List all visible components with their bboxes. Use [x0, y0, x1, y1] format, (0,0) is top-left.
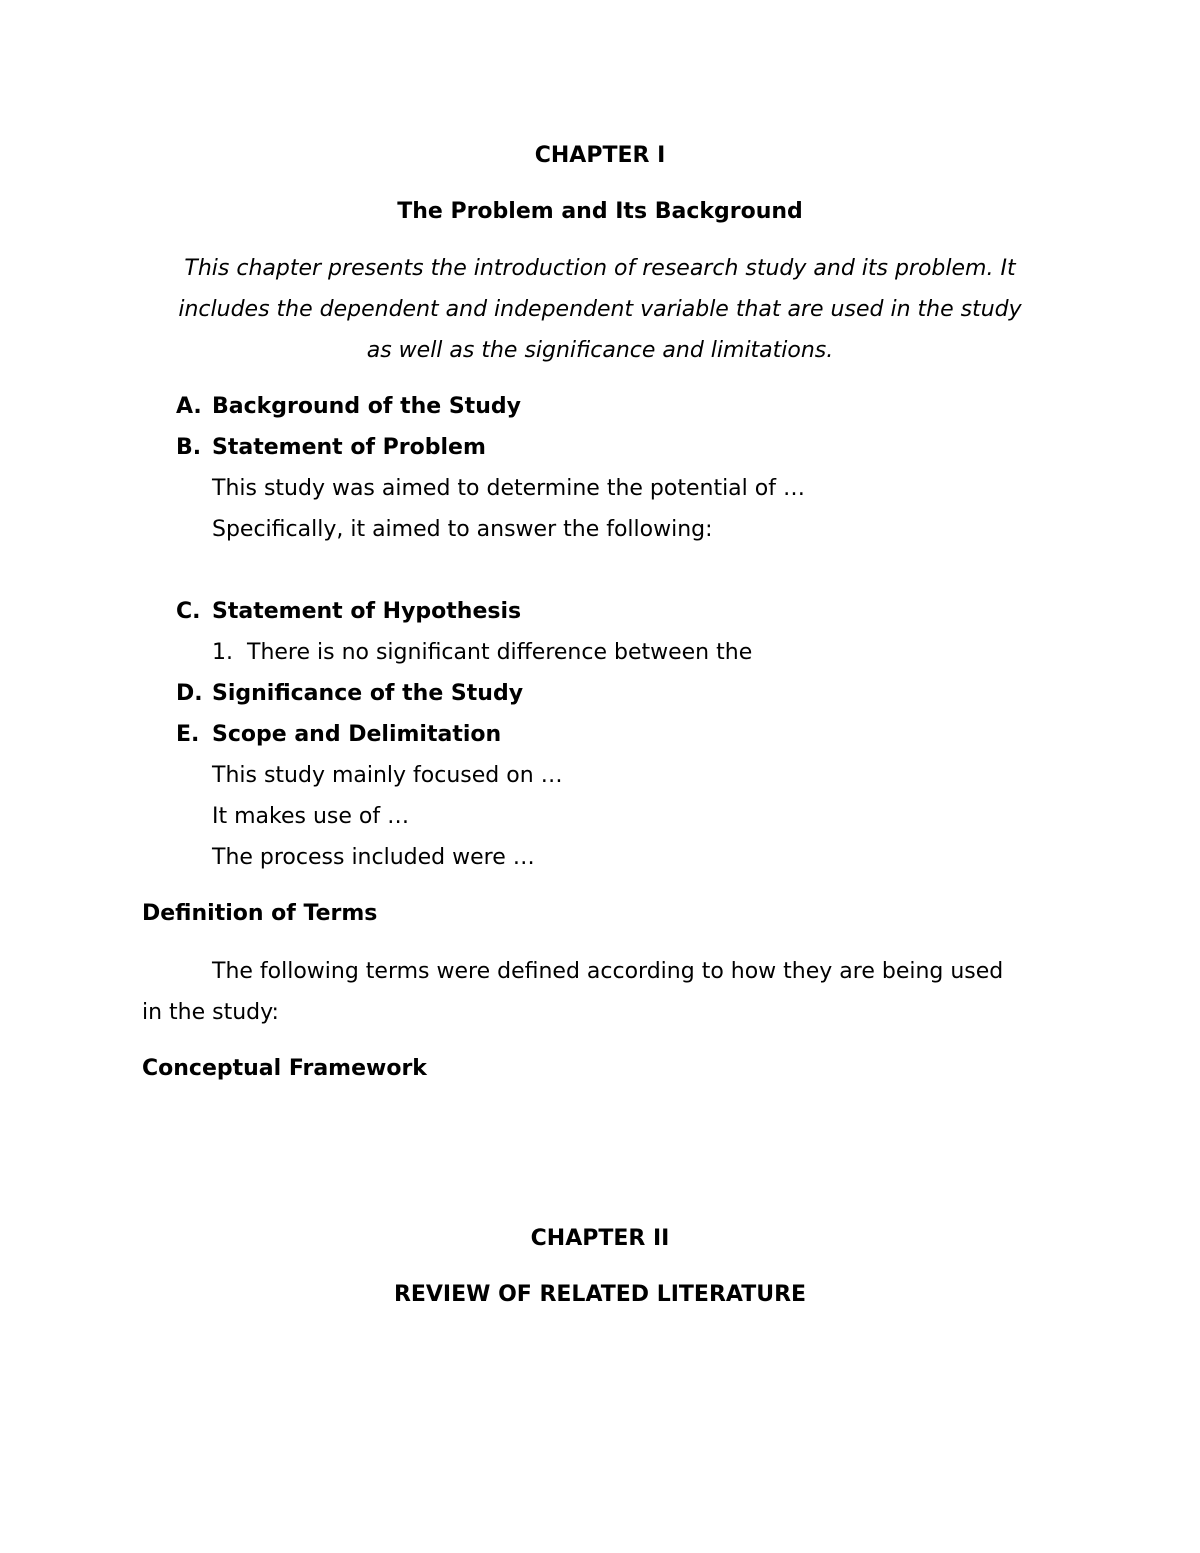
- framework-heading: Conceptual Framework: [142, 1056, 427, 1081]
- section-e-letter: E.: [176, 722, 200, 747]
- scope-line-3: The process included were …: [212, 845, 535, 870]
- section-b-letter: B.: [176, 435, 202, 460]
- section-e-title: Scope and Delimitation: [212, 722, 502, 747]
- chapter-1-title: The Problem and Its Background: [397, 199, 803, 224]
- chapter-2-title: REVIEW OF RELATED LITERATURE: [393, 1282, 807, 1307]
- scope-line-1: This study mainly focused on …: [212, 763, 563, 788]
- intro-line-2: includes the dependent and independent variable that are used in the study: [178, 297, 1022, 322]
- section-a-title: Background of the Study: [212, 394, 521, 419]
- section-a-letter: A.: [176, 394, 202, 419]
- chapter-1-heading: CHAPTER I: [534, 143, 666, 168]
- section-d-title: Significance of the Study: [212, 681, 524, 706]
- definition-line-2: in the study:: [142, 1000, 279, 1025]
- intro-line-3: as well as the significance and limitations.: [366, 338, 834, 363]
- problem-line-1: This study was aimed to determine the potential of …: [212, 476, 805, 501]
- section-b-title: Statement of Problem: [212, 435, 486, 460]
- problem-line-2: Specifically, it aimed to answer the following:: [212, 517, 713, 542]
- scope-line-2: It makes use of …: [212, 804, 410, 829]
- definition-line-1: The following terms were defined according to how they are being used: [212, 959, 1004, 984]
- chapter-2-heading: CHAPTER II: [530, 1226, 670, 1251]
- section-d-letter: D.: [176, 681, 203, 706]
- hypothesis-number: 1.: [212, 640, 233, 665]
- section-c-title: Statement of Hypothesis: [212, 599, 522, 624]
- section-c-letter: C.: [176, 599, 201, 624]
- intro-line-1: This chapter presents the introduction of research study and its problem. It: [184, 256, 1016, 281]
- hypothesis-text: There is no significant difference between the: [247, 640, 753, 665]
- definition-heading: Definition of Terms: [142, 901, 378, 926]
